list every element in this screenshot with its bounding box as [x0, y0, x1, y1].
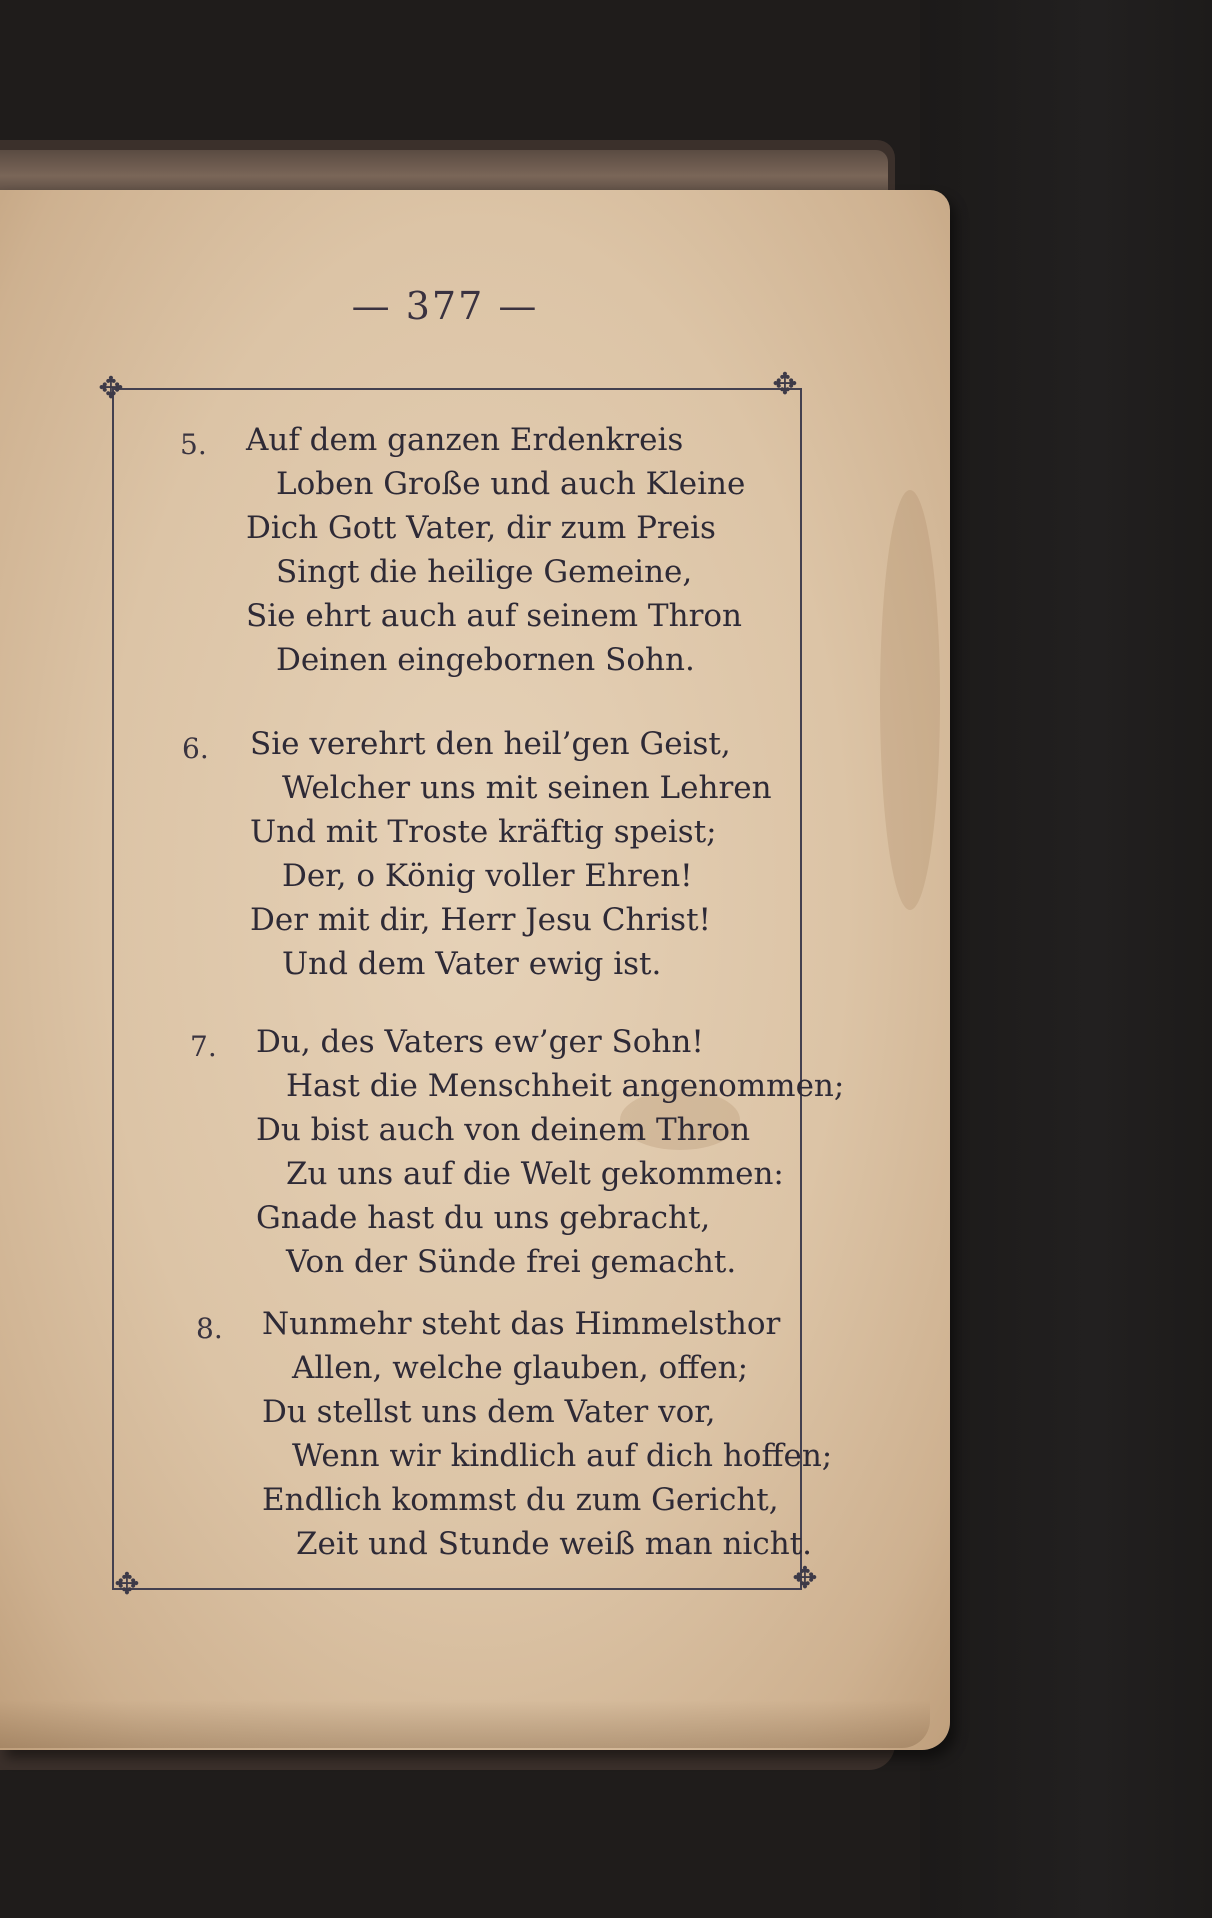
- page-stain: [880, 490, 940, 910]
- verse-line: Und dem Vater ewig ist.: [282, 946, 662, 982]
- fleuron-corner-icon: ✥: [772, 367, 798, 402]
- verse-line: Der mit dir, Herr Jesu Christ!: [250, 902, 711, 938]
- verse-line: Allen, welche glauben, offen;: [292, 1350, 749, 1386]
- verse-line: Du, des Vaters ew’ger Sohn!: [256, 1024, 704, 1060]
- verse-number: 7.: [190, 1030, 217, 1063]
- verse-line: Von der Sünde frei gemacht.: [286, 1244, 737, 1280]
- verse-line: Der, o König voller Ehren!: [282, 858, 693, 894]
- verse-line: Und mit Troste kräftig speist;: [250, 814, 717, 850]
- verse-line: Zeit und Stunde weiß man nicht.: [296, 1526, 812, 1562]
- page-number: — 377 —: [351, 284, 539, 328]
- verse-line: Sie ehrt auch auf seinem Thron: [246, 598, 743, 634]
- verse-line: Zu uns auf die Welt gekommen:: [286, 1156, 784, 1192]
- verse-number: 6.: [182, 732, 209, 765]
- fleuron-corner-icon: ✥: [792, 1561, 818, 1596]
- verse-line: Deinen eingebornen Sohn.: [276, 642, 695, 678]
- verse-line: Dich Gott Vater, dir zum Preis: [246, 510, 716, 546]
- page-bottom-edge: [0, 1700, 930, 1748]
- verse-line: Wenn wir kindlich auf dich hoffen;: [292, 1438, 833, 1474]
- verse-line: Loben Große und auch Kleine: [276, 466, 746, 502]
- fleuron-corner-icon: ✥: [98, 371, 124, 406]
- verse-line: Singt die heilige Gemeine,: [276, 554, 693, 590]
- verse-line: Gnade hast du uns gebracht,: [256, 1200, 711, 1236]
- verse-line: Hast die Menschheit angenommen;: [286, 1068, 845, 1104]
- verse-number: 5.: [180, 428, 207, 461]
- verse-line: Auf dem ganzen Erdenkreis: [246, 422, 684, 458]
- verse-line: Welcher uns mit seinen Lehren: [282, 770, 772, 806]
- verse-line: Sie verehrt den heil’gen Geist,: [250, 726, 731, 762]
- verse-line: Endlich kommst du zum Gericht,: [262, 1482, 779, 1518]
- verse-number: 8.: [196, 1312, 223, 1345]
- verse-line: Du stellst uns dem Vater vor,: [262, 1394, 716, 1430]
- fleuron-corner-icon: ✥: [114, 1567, 140, 1602]
- dark-background: [920, 0, 1212, 1918]
- verse-line: Du bist auch von deinem Thron: [256, 1112, 751, 1148]
- verse-line: Nunmehr steht das Himmelsthor: [262, 1306, 781, 1342]
